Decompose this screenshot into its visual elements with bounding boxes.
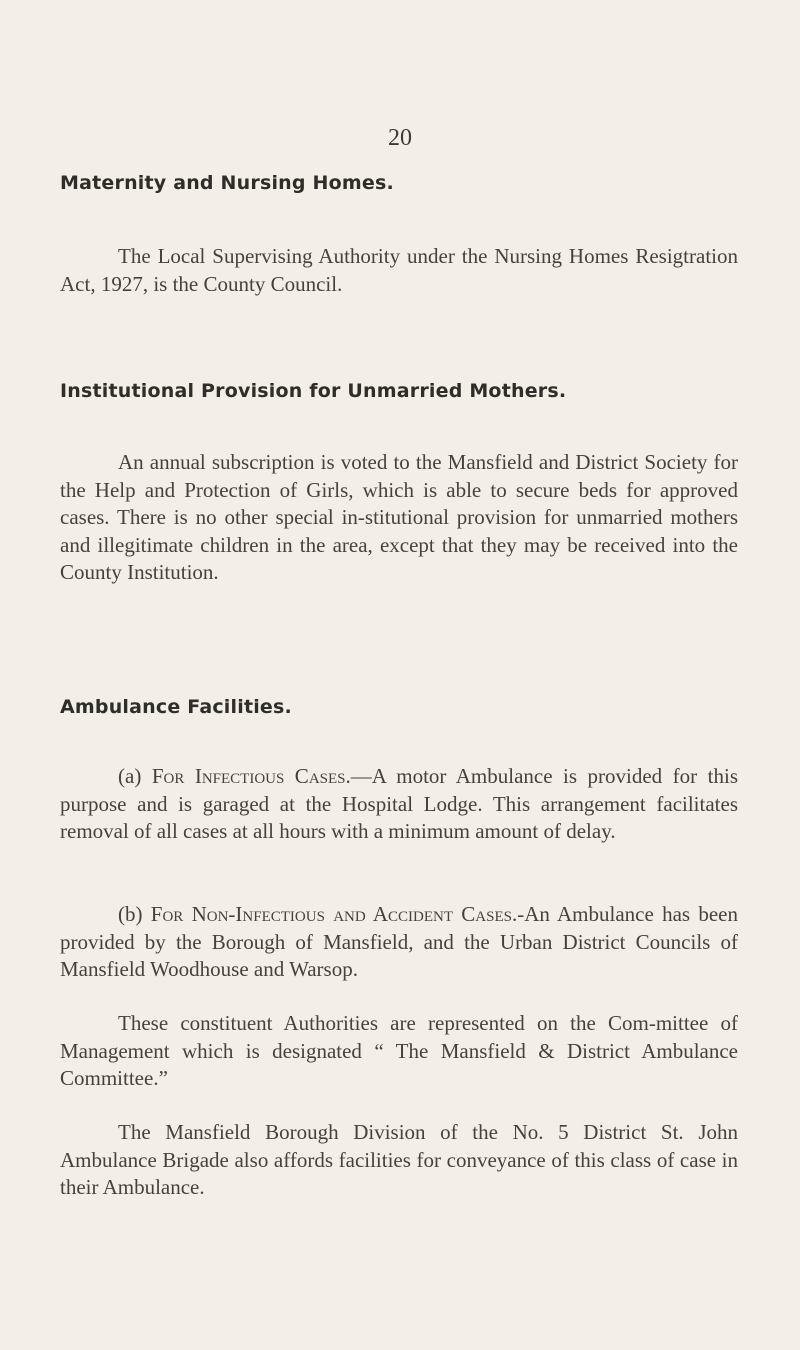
page-number: 20 [388, 125, 412, 151]
item-title: For Non-Infectious and Accident Cases. [150, 902, 518, 926]
section-heading-unmarried-mothers: Institutional Provision for Unmarried Mothers. [60, 380, 567, 402]
item-title: For Infectious Cases. [151, 764, 351, 788]
section-heading-maternity: Maternity and Nursing Homes. [60, 172, 394, 194]
item-text: -An Ambulance has been provided by the Borough of Mansfield, and the Urban District Councils of Mansfield Woodhouse and Warsop. [60, 902, 738, 981]
paragraph-unmarried-mothers: An annual subscription is voted to the Mansfield and District Society for the Help and Protection of Girls, which is able to secure beds for approved cases. There is no other special in-stitutional provision for unmarried mothers and illegitimate children in the area, except that they may be received into the County Institution. [60, 450, 738, 584]
paragraph-committee: These constituent Authorities are represented on the Com-mittee of Management which is designated “ The Mansfield & District Ambulance Committee.” [60, 1011, 738, 1090]
paragraph-nursing-homes: The Local Supervising Authority under the Nursing Homes Resigtration Act, 1927, is the County Council. [60, 244, 738, 296]
item-text: —A motor Ambulance is provided for this purpose and is garaged at the Hospital Lodge. This arrangement facilitates removal of all cases at all hours with a minimum amount of delay. [60, 764, 738, 843]
section-heading-ambulance: Ambulance Facilities. [60, 696, 292, 718]
paragraph-infectious-cases [60, 763, 738, 846]
item-prefix: (a) [118, 764, 152, 788]
paragraph-non-infectious-cases [60, 901, 738, 984]
paragraph-st-john: The Mansfield Borough Division of the No. 5 District St. John Ambulance Brigade also affords facilities for conveyance of this class of case in their Ambulance. [60, 1120, 738, 1199]
item-prefix: (b) [118, 902, 151, 926]
